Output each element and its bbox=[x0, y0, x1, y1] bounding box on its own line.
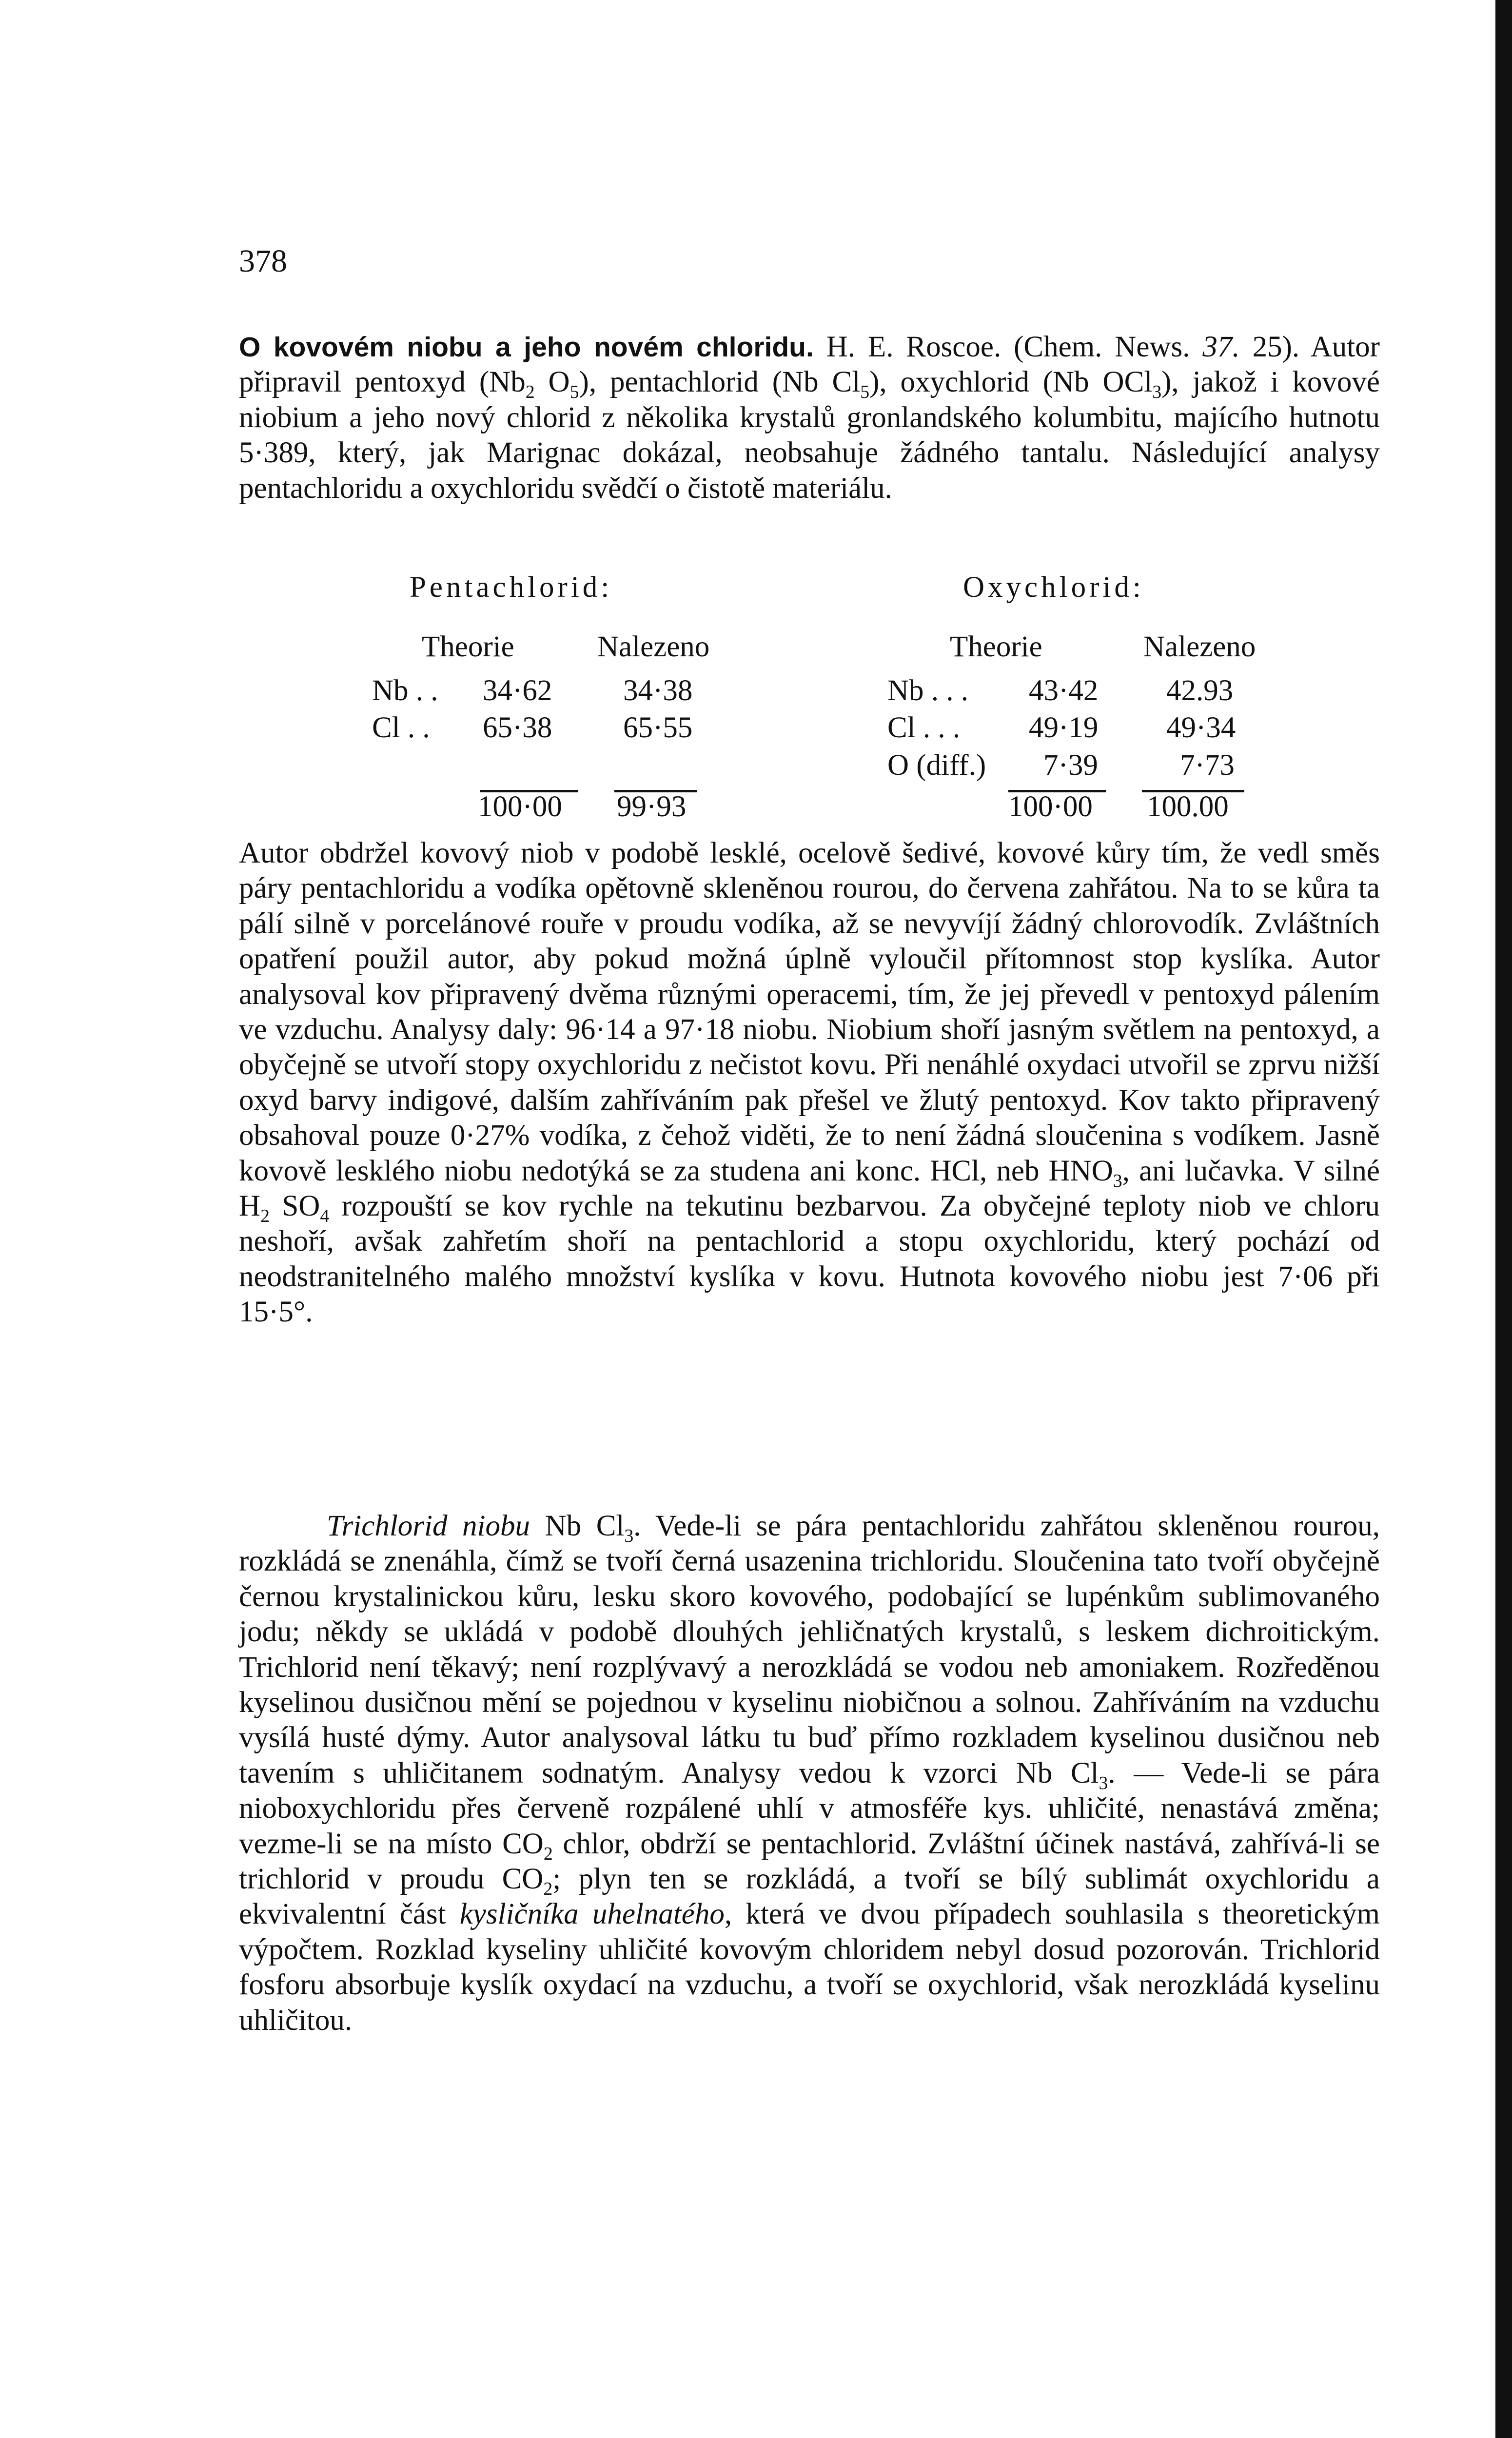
pentachlorid-row-label: Nb . . bbox=[372, 674, 438, 707]
oxychlorid-header-nalezeno: Nalezeno bbox=[1143, 630, 1256, 663]
page-number: 378 bbox=[239, 243, 287, 279]
pentachlorid-cell: 34·38 bbox=[623, 674, 693, 707]
section-heading: Trichlorid niobu bbox=[327, 1510, 530, 1542]
oxychlorid-cell: 43·42 bbox=[1029, 674, 1099, 707]
oxychlorid-total-nalezeno: 100.00 bbox=[1147, 790, 1229, 823]
pentachlorid-row-label: Cl . . bbox=[372, 711, 430, 744]
pentachlorid-header-nalezeno: Nalezeno bbox=[597, 630, 710, 663]
oxychlorid-cell: 7·73 bbox=[1180, 749, 1235, 782]
pentachlorid-header-theorie: Theorie bbox=[422, 630, 514, 663]
oxychlorid-header-theorie: Theorie bbox=[950, 630, 1042, 663]
oxychlorid-row-label: O (diff.) bbox=[887, 749, 986, 782]
scan-edge-border bbox=[1495, 0, 1512, 2438]
pentachlorid-cell: 34·62 bbox=[483, 674, 552, 707]
oxychlorid-cell: 42.93 bbox=[1166, 674, 1234, 707]
pentachlorid-caption: Pentachlorid: bbox=[410, 571, 613, 604]
body-paragraph-trichloride: Trichlorid niobu Nb $Cl_3$. Vede-li se pára pentachloridu zahřátou skleněnou rourou, rozkládá se znenáhla, čímž se tvoří černá usazenina trichloridu. Sloučenina tato tvoří obyčejně černou krystalinickou kůru, lesku skoro kovového, podobající se lupénkům sublimovaného jodu; někdy se ukládá v podobě dlouhých jehličnatých krystalů, s leskem dichroitickým. Trichlorid není těkavý; není rozplývavý a nerozkládá se vodou neb amoniakem. Rozředěnou kyselinou dusičnou mění se pojednou v kyselinu niobičnou a solnou. Zahříváním na vzduchu vysílá husté dýmy. Autor analysoval látku tu buď přímo rozkladem kyselinou dusičnou neb tavením s uhličitanem sodnatým. Analysy vedou k vzorci Nb $Cl_3$. — Vede-li se pára nioboxychloridu přes červeně rozpálené uhlí v atmosféře kys. uhličité, nenastává změna; vezme-li se na místo $CO_2$ chlor, obdrží se pentachlorid. Zvláštní účinek nastává, zahřívá-li se trichlorid v proudu $CO_2$; plyn ten se rozkládá, a tvoří se bílý sublimát oxychloridu a ekvivalentní část kysličníka uhelnatého, která ve dvou případech souhlasila s theoretickým výpočtem. Rozklad kyseliny uhličité kovovým chloridem nebyl dosud pozorován. Trichlorid fosforu absorbuje kyslík oxydací na vzduchu, a tvoří se oxychlorid, však nerozkládá kyselinu uhličitou. bbox=[239, 1510, 1380, 2037]
pentachlorid-total-theorie: 100·00 bbox=[478, 790, 562, 823]
body-paragraph-metal: Autor obdržel kovový niob v podobě lesklé, ocelově šedivé, kovové kůry tím, že vedl směs páry pentachloridu a vodíka opětovně skleněnou rourou, do červena zahřátou. Na to se kůra ta pálí silně v porcelánové rouře v proudu vodíka, až se nevyvíjí žádný chlorovodík. Zvláštních opatření použil autor, aby pokud možná úplně vyloučil přítomnost stop kyslíka. Autor analysoval kov připravený dvěma různými operacemi, tím, že jej převedl v pentoxyd pálením ve vzduchu. Analysy daly: 96·14 a 97·18 niobu. Niobium shoří jasným světlem na pentoxyd, a obyčejně se utvoří stopy oxychloridu z nečistot kovu. Při nenáhlé oxydaci utvořil se zprvu nižší oxyd barvy indigové, dalším zahříváním pak přešel ve žlutý pentoxyd. Kov takto připravený obsahoval pouze 0·27% vodíka, z čehož viděti, že to není žádná sloučenina s vodíkem. Jasně kovově lesklého niobu nedotýká se za studena ani konc. HCl, neb $HNO_3$, ani lučavka. V silné $H_2$ $SO_4$ rozpouští se kov rychle na tekutinu bezbarvou. Za obyčejné teploty niob ve chloru neshoří, avšak zahřetím shoří na pentachlorid a stopu oxychloridu, který pochází od neodstranitelného malého množství kyslíka v kovu. Hutnota kovového niobu jest 7·06 při 15·5°. bbox=[239, 837, 1380, 1329]
pentachlorid-cell: 65·38 bbox=[483, 711, 552, 744]
article-title: O kovovém niobu a jeho novém chloridu. bbox=[239, 332, 814, 363]
oxychlorid-cell: 7·39 bbox=[1043, 749, 1098, 782]
oxychlorid-row-label: Cl . . . bbox=[887, 711, 961, 744]
oxychlorid-cell: 49·19 bbox=[1029, 711, 1099, 744]
intro-paragraph: O kovovém niobu a jeho novém chloridu. H. E. Roscoe. (Chem. News. 37. 25). Autor připravil pentoxyd ($Nb_2$ $O_5$), pentachlorid (Nb $Cl_5$), oxychlorid (Nb OCl$_3$), jakož i kovové niobium a jeho nový chlorid z několika krystalů gronlandského kolumbitu, majícího hutnotu 5·389, který, jak Marignac dokázal, neobsahuje žádného tantalu. Následující analysy pentachloridu a oxychloridu svědčí o čistotě materiálu. bbox=[239, 331, 1380, 505]
pentachlorid-total-nalezeno: 99·93 bbox=[617, 790, 687, 823]
oxychlorid-row-label: Nb . . . bbox=[887, 674, 969, 707]
oxychlorid-cell: 49·34 bbox=[1166, 711, 1236, 744]
pentachlorid-cell: 65·55 bbox=[623, 711, 693, 744]
oxychlorid-caption: Oxychlorid: bbox=[963, 571, 1144, 604]
oxychlorid-total-theorie: 100·00 bbox=[1008, 790, 1093, 823]
